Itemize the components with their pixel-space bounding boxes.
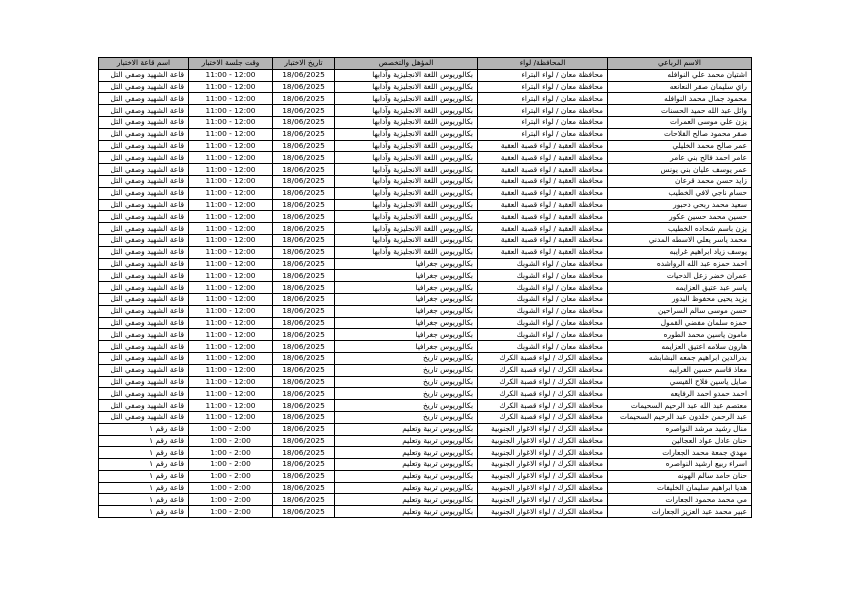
cell-exam-date: 18/06/2025 bbox=[273, 329, 335, 341]
cell-qualification: بكالوريوس جغرافيا bbox=[335, 282, 478, 294]
cell-governorate: محافظة معان / لواء الشوبك bbox=[478, 317, 608, 329]
table-row bbox=[99, 470, 752, 482]
cell-governorate: محافظة معان / لواء البتراء bbox=[478, 69, 608, 81]
table-row bbox=[99, 341, 752, 353]
cell-session-time: 11:00 - 12:00 bbox=[189, 364, 273, 376]
header-exam-date: تاريخ الاختبار bbox=[273, 58, 335, 70]
cell-governorate: محافظة معان / لواء الشوبك bbox=[478, 305, 608, 317]
cell-exam-date: 18/06/2025 bbox=[273, 223, 335, 235]
cell-exam-date: 18/06/2025 bbox=[273, 140, 335, 152]
cell-governorate: محافظة معان / لواء الشوبك bbox=[478, 293, 608, 305]
cell-hall: قاعة رقم ١ bbox=[99, 506, 189, 518]
cell-exam-date: 18/06/2025 bbox=[273, 211, 335, 223]
cell-name: عبد الرحمن خلدون عبد الرحيم السحيمات bbox=[608, 411, 752, 423]
cell-exam-date: 18/06/2025 bbox=[273, 175, 335, 187]
cell-name: منال رشيد مرشد النواصره bbox=[608, 423, 752, 435]
cell-qualification: بكالوريوس جغرافيا bbox=[335, 329, 478, 341]
cell-qualification: بكالوريوس جغرافيا bbox=[335, 341, 478, 353]
cell-session-time: 11:00 - 12:00 bbox=[189, 81, 273, 93]
cell-qualification: بكالوريوس اللغة الانجليزية وآدابها bbox=[335, 105, 478, 117]
cell-session-time: 11:00 - 12:00 bbox=[189, 116, 273, 128]
cell-exam-date: 18/06/2025 bbox=[273, 116, 335, 128]
table-row bbox=[99, 459, 752, 471]
cell-name: حسين محمد حسين عكور bbox=[608, 211, 752, 223]
cell-hall: قاعة الشهيد وصفي التل bbox=[99, 352, 189, 364]
cell-name: بدرالدين ابراهيم جمعه البشابشه bbox=[608, 352, 752, 364]
cell-session-time: 1:00 - 2:00 bbox=[189, 470, 273, 482]
cell-qualification: بكالوريوس جغرافيا bbox=[335, 270, 478, 282]
table-row bbox=[99, 69, 752, 81]
cell-governorate: محافظة معان / لواء البتراء bbox=[478, 81, 608, 93]
cell-name: يزن باسم شحاده الخطيب bbox=[608, 223, 752, 235]
table-row bbox=[99, 376, 752, 388]
table-row bbox=[99, 447, 752, 459]
cell-qualification: بكالوريوس اللغة الانجليزية وآدابها bbox=[335, 211, 478, 223]
cell-session-time: 11:00 - 12:00 bbox=[189, 282, 273, 294]
cell-hall: قاعة رقم ١ bbox=[99, 435, 189, 447]
table-row bbox=[99, 105, 752, 117]
cell-exam-date: 18/06/2025 bbox=[273, 376, 335, 388]
table-row bbox=[99, 234, 752, 246]
cell-session-time: 1:00 - 2:00 bbox=[189, 423, 273, 435]
cell-hall: قاعة الشهيد وصفي التل bbox=[99, 81, 189, 93]
cell-qualification: بكالوريوس تاريخ bbox=[335, 388, 478, 400]
cell-name: معتصم عبد الله عبد الرحيم السحيمات bbox=[608, 400, 752, 412]
cell-hall: قاعة الشهيد وصفي التل bbox=[99, 69, 189, 81]
cell-session-time: 11:00 - 12:00 bbox=[189, 234, 273, 246]
cell-governorate: محافظة الكرك / لواء الاغوار الجنوبية bbox=[478, 435, 608, 447]
cell-governorate: محافظة الكرك / لواء الاغوار الجنوبية bbox=[478, 423, 608, 435]
cell-exam-date: 18/06/2025 bbox=[273, 447, 335, 459]
table-row bbox=[99, 317, 752, 329]
cell-name: عمران خضر زعل الدحيات bbox=[608, 270, 752, 282]
cell-hall: قاعة الشهيد وصفي التل bbox=[99, 246, 189, 258]
cell-exam-date: 18/06/2025 bbox=[273, 352, 335, 364]
cell-qualification: بكالوريوس تاريخ bbox=[335, 411, 478, 423]
cell-hall: قاعة الشهيد وصفي التل bbox=[99, 376, 189, 388]
table-row bbox=[99, 223, 752, 235]
cell-name: سعيد محمد ربحي دحبور bbox=[608, 199, 752, 211]
cell-governorate: محافظة العقبة / لواء قصبة العقبة bbox=[478, 140, 608, 152]
cell-exam-date: 18/06/2025 bbox=[273, 506, 335, 518]
table-body bbox=[99, 69, 752, 517]
table-header-row bbox=[99, 58, 752, 70]
cell-session-time: 11:00 - 12:00 bbox=[189, 258, 273, 270]
cell-name: صايل ياسين فلاح القيسي bbox=[608, 376, 752, 388]
cell-name: عمر صالح محمد الخليلي bbox=[608, 140, 752, 152]
cell-session-time: 11:00 - 12:00 bbox=[189, 164, 273, 176]
cell-hall: قاعة الشهيد وصفي التل bbox=[99, 305, 189, 317]
cell-qualification: بكالوريوس تربية وتعليم bbox=[335, 506, 478, 518]
cell-governorate: محافظة معان / لواء الشوبك bbox=[478, 282, 608, 294]
cell-governorate: محافظة الكرك / لواء الاغوار الجنوبية bbox=[478, 459, 608, 471]
cell-hall: قاعة الشهيد وصفي التل bbox=[99, 223, 189, 235]
cell-exam-date: 18/06/2025 bbox=[273, 317, 335, 329]
cell-session-time: 11:00 - 12:00 bbox=[189, 152, 273, 164]
table-row bbox=[99, 116, 752, 128]
cell-session-time: 11:00 - 12:00 bbox=[189, 175, 273, 187]
cell-governorate: محافظة معان / لواء البتراء bbox=[478, 116, 608, 128]
cell-governorate: محافظة الكرك / لواء قصبة الكرك bbox=[478, 376, 608, 388]
cell-governorate: محافظة العقبة / لواء قصبة العقبة bbox=[478, 223, 608, 235]
cell-session-time: 11:00 - 12:00 bbox=[189, 246, 273, 258]
cell-governorate: محافظة العقبة / لواء قصبة العقبة bbox=[478, 164, 608, 176]
cell-name: حنان عادل عواد العجالين bbox=[608, 435, 752, 447]
cell-hall: قاعة الشهيد وصفي التل bbox=[99, 270, 189, 282]
cell-exam-date: 18/06/2025 bbox=[273, 270, 335, 282]
header-session-time: وقت جلسة الاختبار bbox=[189, 58, 273, 70]
cell-name: احمد حمزه عبد الله الرواشده bbox=[608, 258, 752, 270]
cell-exam-date: 18/06/2025 bbox=[273, 305, 335, 317]
cell-governorate: محافظة الكرك / لواء الاغوار الجنوبية bbox=[478, 447, 608, 459]
cell-session-time: 11:00 - 12:00 bbox=[189, 329, 273, 341]
cell-session-time: 11:00 - 12:00 bbox=[189, 293, 273, 305]
cell-qualification: بكالوريوس اللغة الانجليزية وآدابها bbox=[335, 116, 478, 128]
cell-qualification: بكالوريوس اللغة الانجليزية وآدابها bbox=[335, 69, 478, 81]
cell-exam-date: 18/06/2025 bbox=[273, 388, 335, 400]
cell-qualification: بكالوريوس اللغة الانجليزية وآدابها bbox=[335, 140, 478, 152]
table-row bbox=[99, 187, 752, 199]
header-governorate: المحافظة/ لواء bbox=[478, 58, 608, 70]
cell-qualification: بكالوريوس اللغة الانجليزية وآدابها bbox=[335, 199, 478, 211]
cell-hall: قاعة الشهيد وصفي التل bbox=[99, 211, 189, 223]
cell-hall: قاعة الشهيد وصفي التل bbox=[99, 364, 189, 376]
cell-hall: قاعة رقم ١ bbox=[99, 423, 189, 435]
cell-name: اسراء ربيع ارشيد النواصره bbox=[608, 459, 752, 471]
cell-exam-date: 18/06/2025 bbox=[273, 105, 335, 117]
cell-session-time: 11:00 - 12:00 bbox=[189, 223, 273, 235]
table-row bbox=[99, 494, 752, 506]
cell-governorate: محافظة معان / لواء الشوبك bbox=[478, 258, 608, 270]
cell-session-time: 11:00 - 12:00 bbox=[189, 400, 273, 412]
table-row bbox=[99, 199, 752, 211]
cell-session-time: 1:00 - 2:00 bbox=[189, 482, 273, 494]
cell-governorate: محافظة الكرك / لواء الاغوار الجنوبية bbox=[478, 482, 608, 494]
cell-session-time: 11:00 - 12:00 bbox=[189, 140, 273, 152]
cell-governorate: محافظة الكرك / لواء الاغوار الجنوبية bbox=[478, 494, 608, 506]
cell-qualification: بكالوريوس جغرافيا bbox=[335, 293, 478, 305]
cell-hall: قاعة الشهيد وصفي التل bbox=[99, 175, 189, 187]
cell-qualification: بكالوريوس جغرافيا bbox=[335, 317, 478, 329]
cell-exam-date: 18/06/2025 bbox=[273, 152, 335, 164]
table-row bbox=[99, 411, 752, 423]
cell-governorate: محافظة العقبة / لواء قصبة العقبة bbox=[478, 175, 608, 187]
cell-hall: قاعة الشهيد وصفي التل bbox=[99, 105, 189, 117]
header-qualification: المؤهل والتخصص bbox=[335, 58, 478, 70]
table-row bbox=[99, 211, 752, 223]
cell-governorate: محافظة الكرك / لواء قصبة الكرك bbox=[478, 388, 608, 400]
cell-session-time: 11:00 - 12:00 bbox=[189, 187, 273, 199]
table-row bbox=[99, 329, 752, 341]
cell-session-time: 11:00 - 12:00 bbox=[189, 199, 273, 211]
cell-hall: قاعة الشهيد وصفي التل bbox=[99, 199, 189, 211]
cell-name: عامر احمد فالح بني عامر bbox=[608, 152, 752, 164]
cell-name: حنان حامد سالم الهونه bbox=[608, 470, 752, 482]
cell-hall: قاعة رقم ١ bbox=[99, 470, 189, 482]
cell-governorate: محافظة معان / لواء الشوبك bbox=[478, 270, 608, 282]
cell-exam-date: 18/06/2025 bbox=[273, 364, 335, 376]
cell-hall: قاعة الشهيد وصفي التل bbox=[99, 329, 189, 341]
cell-name: راي سليمان صقر النعانعه bbox=[608, 81, 752, 93]
cell-qualification: بكالوريوس تربية وتعليم bbox=[335, 435, 478, 447]
cell-session-time: 11:00 - 12:00 bbox=[189, 105, 273, 117]
cell-hall: قاعة الشهيد وصفي التل bbox=[99, 293, 189, 305]
cell-governorate: محافظة العقبة / لواء قصبة العقبة bbox=[478, 152, 608, 164]
cell-governorate: محافظة معان / لواء البتراء bbox=[478, 105, 608, 117]
cell-governorate: محافظة معان / لواء الشوبك bbox=[478, 341, 608, 353]
cell-exam-date: 18/06/2025 bbox=[273, 341, 335, 353]
cell-exam-date: 18/06/2025 bbox=[273, 187, 335, 199]
cell-governorate: محافظة الكرك / لواء قصبة الكرك bbox=[478, 411, 608, 423]
cell-session-time: 11:00 - 12:00 bbox=[189, 128, 273, 140]
cell-session-time: 11:00 - 12:00 bbox=[189, 270, 273, 282]
cell-name: يزن علي موسى العمرات bbox=[608, 116, 752, 128]
cell-qualification: بكالوريوس اللغة الانجليزية وآدابها bbox=[335, 234, 478, 246]
cell-hall: قاعة رقم ١ bbox=[99, 447, 189, 459]
table-row bbox=[99, 305, 752, 317]
cell-exam-date: 18/06/2025 bbox=[273, 81, 335, 93]
cell-governorate: محافظة معان / لواء البتراء bbox=[478, 128, 608, 140]
cell-name: عبير محمد عبد العزيز الجعارات bbox=[608, 506, 752, 518]
table-row bbox=[99, 482, 752, 494]
cell-exam-date: 18/06/2025 bbox=[273, 199, 335, 211]
cell-hall: قاعة الشهيد وصفي التل bbox=[99, 93, 189, 105]
cell-qualification: بكالوريوس تربية وتعليم bbox=[335, 482, 478, 494]
cell-name: يوسف زياد ابراهيم غرايبه bbox=[608, 246, 752, 258]
table-row bbox=[99, 435, 752, 447]
cell-exam-date: 18/06/2025 bbox=[273, 246, 335, 258]
cell-qualification: بكالوريوس تربية وتعليم bbox=[335, 459, 478, 471]
cell-session-time: 11:00 - 12:00 bbox=[189, 376, 273, 388]
table-row bbox=[99, 140, 752, 152]
cell-name: مهدي جمعة محمد الجعارات bbox=[608, 447, 752, 459]
cell-name: مي محمد محمود الجعارات bbox=[608, 494, 752, 506]
cell-qualification: بكالوريوس تاريخ bbox=[335, 352, 478, 364]
cell-qualification: بكالوريوس اللغة الانجليزية وآدابها bbox=[335, 187, 478, 199]
cell-qualification: بكالوريوس تربية وتعليم bbox=[335, 494, 478, 506]
cell-exam-date: 18/06/2025 bbox=[273, 282, 335, 294]
table-row bbox=[99, 246, 752, 258]
cell-name: ياسر عبد عتيق العزايمه bbox=[608, 282, 752, 294]
cell-hall: قاعة الشهيد وصفي التل bbox=[99, 400, 189, 412]
cell-exam-date: 18/06/2025 bbox=[273, 400, 335, 412]
cell-governorate: محافظة الكرك / لواء الاغوار الجنوبية bbox=[478, 470, 608, 482]
cell-exam-date: 18/06/2025 bbox=[273, 411, 335, 423]
table-row bbox=[99, 128, 752, 140]
cell-session-time: 11:00 - 12:00 bbox=[189, 93, 273, 105]
cell-session-time: 11:00 - 12:00 bbox=[189, 352, 273, 364]
cell-name: هارون سلامه اعتيق العزايمه bbox=[608, 341, 752, 353]
cell-governorate: محافظة معان / لواء الشوبك bbox=[478, 329, 608, 341]
cell-hall: قاعة رقم ١ bbox=[99, 482, 189, 494]
cell-hall: قاعة الشهيد وصفي التل bbox=[99, 282, 189, 294]
cell-exam-date: 18/06/2025 bbox=[273, 494, 335, 506]
cell-name: وائل عبد الله حميد الحسنات bbox=[608, 105, 752, 117]
cell-session-time: 1:00 - 2:00 bbox=[189, 506, 273, 518]
cell-hall: قاعة الشهيد وصفي التل bbox=[99, 234, 189, 246]
cell-session-time: 1:00 - 2:00 bbox=[189, 447, 273, 459]
cell-governorate: محافظة العقبة / لواء قصبة العقبة bbox=[478, 246, 608, 258]
cell-exam-date: 18/06/2025 bbox=[273, 459, 335, 471]
cell-qualification: بكالوريوس تاريخ bbox=[335, 376, 478, 388]
cell-name: يزيد يحيى محفوظ البدور bbox=[608, 293, 752, 305]
cell-governorate: محافظة معان / لواء البتراء bbox=[478, 93, 608, 105]
cell-name: زايد حسن محمد قرعان bbox=[608, 175, 752, 187]
header-name: الاسم الرباعي bbox=[608, 58, 752, 70]
cell-name: محمود جمال محمد النوافله bbox=[608, 93, 752, 105]
cell-exam-date: 18/06/2025 bbox=[273, 258, 335, 270]
cell-hall: قاعة الشهيد وصفي التل bbox=[99, 187, 189, 199]
cell-governorate: محافظة الكرك / لواء قصبة الكرك bbox=[478, 364, 608, 376]
header-hall: اسم قاعة الاختبار bbox=[99, 58, 189, 70]
cell-qualification: بكالوريوس جغرافيا bbox=[335, 305, 478, 317]
table-row bbox=[99, 93, 752, 105]
cell-session-time: 11:00 - 12:00 bbox=[189, 317, 273, 329]
cell-exam-date: 18/06/2025 bbox=[273, 435, 335, 447]
cell-session-time: 11:00 - 12:00 bbox=[189, 305, 273, 317]
cell-qualification: بكالوريوس جغرافيا bbox=[335, 258, 478, 270]
cell-exam-date: 18/06/2025 bbox=[273, 423, 335, 435]
cell-governorate: محافظة العقبة / لواء قصبة العقبة bbox=[478, 234, 608, 246]
cell-hall: قاعة الشهيد وصفي التل bbox=[99, 152, 189, 164]
cell-qualification: بكالوريوس اللغة الانجليزية وآدابها bbox=[335, 152, 478, 164]
cell-hall: قاعة رقم ١ bbox=[99, 494, 189, 506]
cell-name: احمد حمدو احمد الرفايعه bbox=[608, 388, 752, 400]
cell-governorate: محافظة العقبة / لواء قصبة العقبة bbox=[478, 199, 608, 211]
cell-exam-date: 18/06/2025 bbox=[273, 93, 335, 105]
cell-hall: قاعة الشهيد وصفي التل bbox=[99, 164, 189, 176]
cell-hall: قاعة الشهيد وصفي التل bbox=[99, 388, 189, 400]
cell-hall: قاعة الشهيد وصفي التل bbox=[99, 140, 189, 152]
table-row bbox=[99, 81, 752, 93]
cell-session-time: 11:00 - 12:00 bbox=[189, 211, 273, 223]
cell-qualification: بكالوريوس تاريخ bbox=[335, 400, 478, 412]
cell-hall: قاعة الشهيد وصفي التل bbox=[99, 116, 189, 128]
cell-name: مامون ياسين محمد الطوره bbox=[608, 329, 752, 341]
cell-session-time: 11:00 - 12:00 bbox=[189, 388, 273, 400]
cell-name: محمد ياسر يعلي الاسطه المدني bbox=[608, 234, 752, 246]
table-row bbox=[99, 388, 752, 400]
cell-exam-date: 18/06/2025 bbox=[273, 69, 335, 81]
cell-name: حمزه سلمان مفضي القمول bbox=[608, 317, 752, 329]
cell-name: حسام ناجي لافي الخطيب bbox=[608, 187, 752, 199]
cell-name: معاذ قاسم حسين الغرايبه bbox=[608, 364, 752, 376]
cell-governorate: محافظة الكرك / لواء الاغوار الجنوبية bbox=[478, 506, 608, 518]
table-row bbox=[99, 164, 752, 176]
table-row bbox=[99, 270, 752, 282]
exam-schedule-table bbox=[98, 57, 752, 518]
cell-qualification: بكالوريوس تربية وتعليم bbox=[335, 423, 478, 435]
table-row bbox=[99, 506, 752, 518]
cell-hall: قاعة الشهيد وصفي التل bbox=[99, 258, 189, 270]
cell-name: اشتيان محمد علي النوافله bbox=[608, 69, 752, 81]
cell-session-time: 1:00 - 2:00 bbox=[189, 435, 273, 447]
cell-name: عمر يوسف عليان بني يونس bbox=[608, 164, 752, 176]
cell-qualification: بكالوريوس اللغة الانجليزية وآدابها bbox=[335, 175, 478, 187]
cell-exam-date: 18/06/2025 bbox=[273, 293, 335, 305]
cell-qualification: بكالوريوس اللغة الانجليزية وآدابها bbox=[335, 246, 478, 258]
table-row bbox=[99, 364, 752, 376]
cell-session-time: 11:00 - 12:00 bbox=[189, 69, 273, 81]
table-row bbox=[99, 152, 752, 164]
cell-qualification: بكالوريوس تربية وتعليم bbox=[335, 447, 478, 459]
cell-qualification: بكالوريوس تاريخ bbox=[335, 364, 478, 376]
cell-session-time: 11:00 - 12:00 bbox=[189, 411, 273, 423]
cell-qualification: بكالوريوس اللغة الانجليزية وآدابها bbox=[335, 164, 478, 176]
table-row bbox=[99, 258, 752, 270]
cell-exam-date: 18/06/2025 bbox=[273, 128, 335, 140]
cell-name: حسن موسى سالم السراحين bbox=[608, 305, 752, 317]
table-row bbox=[99, 293, 752, 305]
cell-hall: قاعة الشهيد وصفي التل bbox=[99, 341, 189, 353]
table-row bbox=[99, 282, 752, 294]
cell-qualification: بكالوريوس اللغة الانجليزية وآدابها bbox=[335, 93, 478, 105]
cell-hall: قاعة الشهيد وصفي التل bbox=[99, 317, 189, 329]
cell-hall: قاعة الشهيد وصفي التل bbox=[99, 411, 189, 423]
cell-exam-date: 18/06/2025 bbox=[273, 164, 335, 176]
table-row bbox=[99, 400, 752, 412]
cell-governorate: محافظة العقبة / لواء قصبة العقبة bbox=[478, 211, 608, 223]
cell-exam-date: 18/06/2025 bbox=[273, 470, 335, 482]
table-row bbox=[99, 352, 752, 364]
cell-governorate: محافظة الكرك / لواء قصبة الكرك bbox=[478, 400, 608, 412]
cell-exam-date: 18/06/2025 bbox=[273, 482, 335, 494]
table-row bbox=[99, 423, 752, 435]
cell-qualification: بكالوريوس تربية وتعليم bbox=[335, 470, 478, 482]
cell-hall: قاعة رقم ١ bbox=[99, 459, 189, 471]
cell-session-time: 1:00 - 2:00 bbox=[189, 494, 273, 506]
cell-qualification: بكالوريوس اللغة الانجليزية وآدابها bbox=[335, 81, 478, 93]
cell-qualification: بكالوريوس اللغة الانجليزية وآدابها bbox=[335, 128, 478, 140]
cell-qualification: بكالوريوس اللغة الانجليزية وآدابها bbox=[335, 223, 478, 235]
table-row bbox=[99, 175, 752, 187]
cell-governorate: محافظة الكرك / لواء قصبة الكرك bbox=[478, 352, 608, 364]
cell-hall: قاعة الشهيد وصفي التل bbox=[99, 128, 189, 140]
exam-schedule-sheet bbox=[98, 57, 751, 518]
cell-name: هديا ابراهيم سليمان الخليفات bbox=[608, 482, 752, 494]
cell-governorate: محافظة العقبة / لواء قصبة العقبة bbox=[478, 187, 608, 199]
cell-session-time: 11:00 - 12:00 bbox=[189, 341, 273, 353]
cell-name: صقر محمود صالح الفلاحات bbox=[608, 128, 752, 140]
cell-exam-date: 18/06/2025 bbox=[273, 234, 335, 246]
cell-session-time: 1:00 - 2:00 bbox=[189, 459, 273, 471]
